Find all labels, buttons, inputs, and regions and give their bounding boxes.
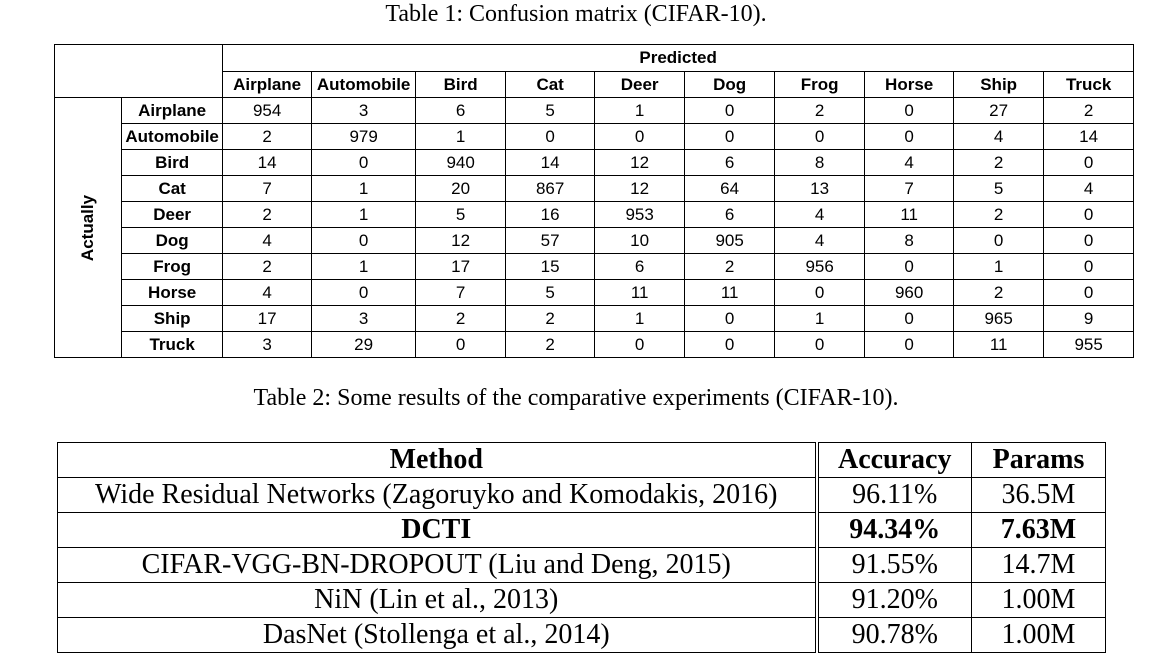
method-cell: NiN (Lin et al., 2013) — [58, 583, 817, 618]
matrix-cell: 29 — [312, 332, 416, 358]
matrix-cell: 979 — [312, 124, 416, 150]
matrix-cell: 955 — [1044, 332, 1134, 358]
matrix-cell: 20 — [416, 176, 506, 202]
matrix-cell: 1 — [775, 306, 865, 332]
matrix-cell: 5 — [506, 98, 595, 124]
matrix-cell: 2 — [223, 202, 312, 228]
matrix-cell: 0 — [865, 254, 954, 280]
matrix-cell: 0 — [775, 332, 865, 358]
matrix-cell: 0 — [865, 98, 954, 124]
predicted-class-header: Ship — [954, 72, 1044, 98]
actual-class-label: Ship — [122, 306, 223, 332]
matrix-cell: 11 — [865, 202, 954, 228]
matrix-cell: 17 — [223, 306, 312, 332]
matrix-cell: 7 — [865, 176, 954, 202]
matrix-cell: 6 — [595, 254, 685, 280]
matrix-cell: 0 — [775, 124, 865, 150]
matrix-cell: 954 — [223, 98, 312, 124]
matrix-cell: 10 — [595, 228, 685, 254]
actual-class-label: Horse — [122, 280, 223, 306]
matrix-cell: 2 — [223, 124, 312, 150]
matrix-cell: 0 — [312, 150, 416, 176]
matrix-cell: 2 — [506, 332, 595, 358]
params-cell: 1.00M — [972, 583, 1106, 618]
matrix-cell: 867 — [506, 176, 595, 202]
matrix-cell: 12 — [416, 228, 506, 254]
matrix-cell: 4 — [1044, 176, 1134, 202]
matrix-cell: 5 — [954, 176, 1044, 202]
matrix-cell: 11 — [954, 332, 1044, 358]
matrix-cell: 1 — [595, 306, 685, 332]
accuracy-cell: 91.55% — [817, 548, 972, 583]
predicted-class-header: Airplane — [223, 72, 312, 98]
matrix-cell: 1 — [312, 254, 416, 280]
matrix-cell: 0 — [685, 332, 775, 358]
matrix-cell: 0 — [1044, 228, 1134, 254]
predicted-class-header: Frog — [775, 72, 865, 98]
predicted-class-header: Truck — [1044, 72, 1134, 98]
matrix-cell: 14 — [223, 150, 312, 176]
matrix-cell: 956 — [775, 254, 865, 280]
matrix-row — [55, 98, 1134, 124]
result-row — [58, 583, 1106, 618]
actual-class-label: Frog — [122, 254, 223, 280]
matrix-cell: 4 — [775, 228, 865, 254]
method-cell: Wide Residual Networks (Zagoruyko and Komodakis, 2016) — [58, 478, 817, 513]
actual-class-label: Automobile — [122, 124, 223, 150]
matrix-cell: 0 — [1044, 150, 1134, 176]
matrix-row — [55, 124, 1134, 150]
matrix-cell: 17 — [416, 254, 506, 280]
accuracy-cell: 96.11% — [817, 478, 972, 513]
matrix-cell: 2 — [223, 254, 312, 280]
matrix-cell: 3 — [312, 98, 416, 124]
matrix-cell: 0 — [1044, 254, 1134, 280]
matrix-cell: 1 — [312, 176, 416, 202]
matrix-cell: 5 — [416, 202, 506, 228]
matrix-cell: 6 — [685, 150, 775, 176]
matrix-cell: 3 — [312, 306, 416, 332]
predicted-class-header: Deer — [595, 72, 685, 98]
matrix-cell: 940 — [416, 150, 506, 176]
matrix-cell: 13 — [775, 176, 865, 202]
accuracy-cell: 94.34% — [817, 513, 972, 548]
matrix-cell: 0 — [865, 332, 954, 358]
matrix-cell: 14 — [1044, 124, 1134, 150]
matrix-cell: 0 — [954, 228, 1044, 254]
actual-class-label: Cat — [122, 176, 223, 202]
matrix-cell: 27 — [954, 98, 1044, 124]
matrix-cell: 8 — [775, 150, 865, 176]
actually-label — [55, 98, 122, 358]
actual-class-label: Dog — [122, 228, 223, 254]
matrix-cell: 0 — [775, 280, 865, 306]
matrix-cell: 905 — [685, 228, 775, 254]
matrix-cell: 965 — [954, 306, 1044, 332]
matrix-cell: 0 — [685, 98, 775, 124]
matrix-cell: 5 — [506, 280, 595, 306]
matrix-cell: 2 — [506, 306, 595, 332]
table1-caption: Table 1: Confusion matrix (CIFAR-10). — [385, 1, 767, 27]
matrix-cell: 0 — [685, 124, 775, 150]
confusion-matrix-table — [54, 44, 1134, 358]
matrix-cell: 0 — [312, 280, 416, 306]
result-row — [58, 548, 1106, 583]
actual-class-label: Bird — [122, 150, 223, 176]
actual-class-label: Airplane — [122, 98, 223, 124]
matrix-row — [55, 332, 1134, 358]
matrix-row — [55, 202, 1134, 228]
predicted-class-header: Cat — [506, 72, 595, 98]
matrix-cell: 0 — [506, 124, 595, 150]
matrix-row — [55, 306, 1134, 332]
matrix-cell: 0 — [312, 228, 416, 254]
matrix-cell: 7 — [416, 280, 506, 306]
matrix-cell: 6 — [685, 202, 775, 228]
matrix-cell: 4 — [223, 280, 312, 306]
matrix-cell: 4 — [775, 202, 865, 228]
method-cell: DasNet (Stollenga et al., 2014) — [58, 618, 817, 653]
matrix-cell: 57 — [506, 228, 595, 254]
result-row — [58, 513, 1106, 548]
matrix-cell: 3 — [223, 332, 312, 358]
matrix-cell: 11 — [595, 280, 685, 306]
matrix-row — [55, 280, 1134, 306]
predicted-class-header: Horse — [865, 72, 954, 98]
matrix-cell: 0 — [1044, 280, 1134, 306]
params-cell: 36.5M — [972, 478, 1106, 513]
matrix-cell: 11 — [685, 280, 775, 306]
matrix-cell: 2 — [775, 98, 865, 124]
matrix-cell: 0 — [865, 124, 954, 150]
matrix-cell: 0 — [685, 306, 775, 332]
method-cell: CIFAR-VGG-BN-DROPOUT (Liu and Deng, 2015) — [58, 548, 817, 583]
matrix-cell: 16 — [506, 202, 595, 228]
predicted-header: Predicted — [223, 45, 1134, 72]
matrix-cell: 4 — [865, 150, 954, 176]
matrix-cell: 8 — [865, 228, 954, 254]
matrix-cell: 15 — [506, 254, 595, 280]
matrix-cell: 0 — [416, 332, 506, 358]
accuracy-cell: 90.78% — [817, 618, 972, 653]
params-cell: 1.00M — [972, 618, 1106, 653]
result-row — [58, 618, 1106, 653]
matrix-cell: 6 — [416, 98, 506, 124]
matrix-cell: 1 — [954, 254, 1044, 280]
actually-label-text: Actually — [78, 194, 98, 261]
matrix-cell: 9 — [1044, 306, 1134, 332]
matrix-cell: 2 — [954, 150, 1044, 176]
matrix-cell: 0 — [865, 306, 954, 332]
matrix-cell: 1 — [416, 124, 506, 150]
matrix-cell: 7 — [223, 176, 312, 202]
table2-caption: Table 2: Some results of the comparative experiments (CIFAR-10). — [253, 385, 899, 411]
accuracy-cell: 91.20% — [817, 583, 972, 618]
matrix-row — [55, 254, 1134, 280]
predicted-class-header: Automobile — [312, 72, 416, 98]
matrix-cell: 0 — [595, 332, 685, 358]
method-cell: DCTI — [58, 513, 817, 548]
matrix-cell: 14 — [506, 150, 595, 176]
matrix-cell: 953 — [595, 202, 685, 228]
matrix-cell: 2 — [954, 280, 1044, 306]
matrix-cell: 1 — [595, 98, 685, 124]
params-cell: 7.63M — [972, 513, 1106, 548]
predicted-class-header: Bird — [416, 72, 506, 98]
matrix-cell: 2 — [1044, 98, 1134, 124]
matrix-cell: 960 — [865, 280, 954, 306]
matrix-cell: 12 — [595, 150, 685, 176]
matrix-cell: 0 — [1044, 202, 1134, 228]
params-header: Params — [972, 443, 1106, 478]
matrix-cell: 0 — [595, 124, 685, 150]
comparative-results-table — [57, 442, 1106, 653]
corner-cell — [55, 45, 223, 98]
accuracy-header: Accuracy — [817, 443, 972, 478]
matrix-cell: 1 — [312, 202, 416, 228]
matrix-cell: 2 — [685, 254, 775, 280]
matrix-cell: 4 — [223, 228, 312, 254]
predicted-class-header: Dog — [685, 72, 775, 98]
matrix-row — [55, 228, 1134, 254]
actual-class-label: Truck — [122, 332, 223, 358]
matrix-row — [55, 150, 1134, 176]
matrix-cell: 12 — [595, 176, 685, 202]
method-header: Method — [58, 443, 817, 478]
actual-class-label: Deer — [122, 202, 223, 228]
matrix-cell: 4 — [954, 124, 1044, 150]
matrix-cell: 64 — [685, 176, 775, 202]
matrix-cell: 2 — [416, 306, 506, 332]
matrix-row — [55, 176, 1134, 202]
matrix-cell: 2 — [954, 202, 1044, 228]
params-cell: 14.7M — [972, 548, 1106, 583]
result-row — [58, 478, 1106, 513]
